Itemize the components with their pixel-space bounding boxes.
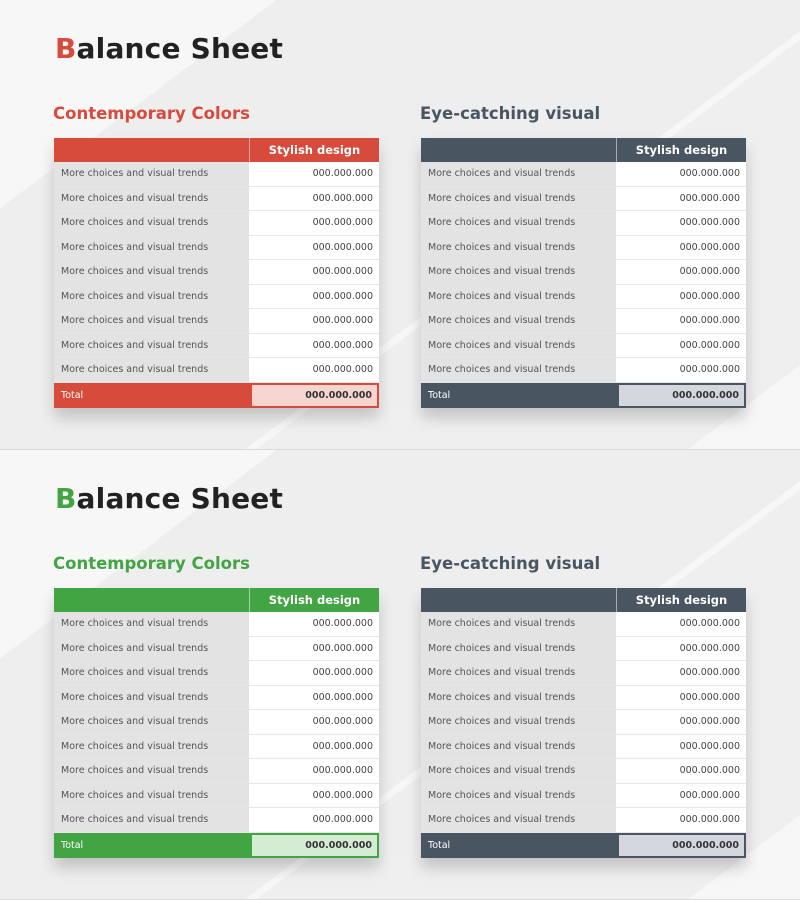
table-row	[421, 309, 746, 334]
table-row	[421, 358, 746, 383]
row-value: 000.000.000	[617, 309, 746, 333]
table-total-row	[421, 383, 746, 408]
table-header-row	[54, 138, 379, 162]
row-label: More choices and visual trends	[54, 187, 250, 211]
table-row	[421, 661, 746, 686]
right-balance-table	[421, 588, 746, 858]
row-value: 000.000.000	[250, 309, 379, 333]
row-value: 000.000.000	[617, 211, 746, 235]
table-header-value: Stylish design	[268, 143, 361, 157]
total-value: 000.000.000	[617, 383, 746, 408]
page-title	[55, 32, 283, 65]
row-label: More choices and visual trends	[54, 162, 250, 186]
table-row	[54, 686, 379, 711]
table-row	[421, 260, 746, 285]
row-value: 000.000.000	[617, 162, 746, 186]
table-row	[421, 187, 746, 212]
row-label: More choices and visual trends	[54, 686, 250, 710]
page-title	[55, 482, 283, 515]
row-label: More choices and visual trends	[54, 784, 250, 808]
table-row	[421, 735, 746, 760]
row-value: 000.000.000	[250, 334, 379, 358]
row-label: More choices and visual trends	[421, 710, 617, 734]
table-row	[421, 236, 746, 261]
row-value: 000.000.000	[250, 260, 379, 284]
table-row	[54, 358, 379, 383]
row-label: More choices and visual trends	[54, 710, 250, 734]
row-value: 000.000.000	[617, 187, 746, 211]
left-section-heading: Contemporary Colors	[53, 554, 250, 573]
table-row	[54, 334, 379, 359]
table-header-row	[421, 138, 746, 162]
total-value: 000.000.000	[250, 833, 379, 858]
row-label: More choices and visual trends	[54, 309, 250, 333]
row-value: 000.000.000	[250, 612, 379, 636]
row-value: 000.000.000	[617, 710, 746, 734]
table-header-label-cell	[421, 138, 617, 162]
row-label: More choices and visual trends	[421, 808, 617, 832]
table-row	[54, 260, 379, 285]
row-label: More choices and visual trends	[421, 612, 617, 636]
row-value: 000.000.000	[617, 637, 746, 661]
table-row	[421, 211, 746, 236]
title-text: alance Sheet	[76, 482, 284, 515]
total-label: Total	[61, 839, 84, 851]
row-label: More choices and visual trends	[54, 759, 250, 783]
left-section-heading: Contemporary Colors	[53, 104, 250, 123]
title-accent-letter: B	[55, 32, 77, 65]
row-value: 000.000.000	[250, 236, 379, 260]
table-row	[54, 637, 379, 662]
row-value: 000.000.000	[617, 735, 746, 759]
row-label: More choices and visual trends	[421, 358, 617, 382]
row-value: 000.000.000	[250, 784, 379, 808]
row-label: More choices and visual trends	[54, 808, 250, 832]
row-label: More choices and visual trends	[421, 735, 617, 759]
row-label: More choices and visual trends	[421, 686, 617, 710]
row-label: More choices and visual trends	[421, 285, 617, 309]
table-row	[54, 661, 379, 686]
table-row	[54, 784, 379, 809]
row-label: More choices and visual trends	[54, 236, 250, 260]
row-value: 000.000.000	[617, 808, 746, 832]
row-label: More choices and visual trends	[54, 661, 250, 685]
table-row	[54, 759, 379, 784]
table-row	[54, 187, 379, 212]
row-label: More choices and visual trends	[421, 334, 617, 358]
balance-sheet-slide	[0, 450, 800, 900]
table-row	[54, 309, 379, 334]
table-total-row	[54, 833, 379, 858]
row-value: 000.000.000	[617, 236, 746, 260]
row-value: 000.000.000	[617, 686, 746, 710]
row-label: More choices and visual trends	[421, 162, 617, 186]
row-label: More choices and visual trends	[54, 334, 250, 358]
row-value: 000.000.000	[250, 637, 379, 661]
row-label: More choices and visual trends	[54, 358, 250, 382]
total-label: Total	[428, 839, 451, 851]
right-section-heading: Eye-catching visual	[420, 104, 601, 123]
table-row	[421, 759, 746, 784]
table-header-row	[421, 588, 746, 612]
row-value: 000.000.000	[250, 358, 379, 382]
table-header-row	[54, 588, 379, 612]
left-balance-table	[54, 138, 379, 408]
row-value: 000.000.000	[250, 162, 379, 186]
left-balance-table	[54, 588, 379, 858]
table-row	[421, 334, 746, 359]
table-row	[421, 637, 746, 662]
row-value: 000.000.000	[617, 759, 746, 783]
total-label: Total	[428, 389, 451, 401]
row-value: 000.000.000	[617, 612, 746, 636]
row-value: 000.000.000	[250, 661, 379, 685]
table-header-label-cell	[421, 588, 617, 612]
table-row	[54, 236, 379, 261]
table-row	[54, 162, 379, 187]
table-header-label-cell	[54, 588, 250, 612]
table-total-row	[54, 383, 379, 408]
row-value: 000.000.000	[617, 260, 746, 284]
table-row	[421, 686, 746, 711]
row-label: More choices and visual trends	[421, 661, 617, 685]
row-label: More choices and visual trends	[421, 236, 617, 260]
row-label: More choices and visual trends	[421, 187, 617, 211]
row-label: More choices and visual trends	[421, 260, 617, 284]
table-total-row	[421, 833, 746, 858]
table-row	[421, 285, 746, 310]
row-value: 000.000.000	[617, 358, 746, 382]
table-row	[54, 211, 379, 236]
right-balance-table	[421, 138, 746, 408]
row-label: More choices and visual trends	[421, 759, 617, 783]
row-value: 000.000.000	[250, 285, 379, 309]
row-label: More choices and visual trends	[421, 309, 617, 333]
row-value: 000.000.000	[617, 285, 746, 309]
row-value: 000.000.000	[250, 759, 379, 783]
row-value: 000.000.000	[250, 735, 379, 759]
row-value: 000.000.000	[250, 211, 379, 235]
table-row	[54, 808, 379, 833]
right-section-heading: Eye-catching visual	[420, 554, 601, 573]
table-row	[54, 285, 379, 310]
table-row	[421, 612, 746, 637]
table-header-value: Stylish design	[268, 593, 361, 607]
row-value: 000.000.000	[250, 686, 379, 710]
table-row	[54, 612, 379, 637]
row-label: More choices and visual trends	[421, 784, 617, 808]
table-row	[54, 735, 379, 760]
row-value: 000.000.000	[250, 808, 379, 832]
row-label: More choices and visual trends	[421, 211, 617, 235]
row-label: More choices and visual trends	[54, 285, 250, 309]
row-value: 000.000.000	[617, 661, 746, 685]
row-label: More choices and visual trends	[54, 637, 250, 661]
table-header-value: Stylish design	[635, 593, 728, 607]
title-text: alance Sheet	[76, 32, 284, 65]
table-header-label-cell	[54, 138, 250, 162]
row-value: 000.000.000	[250, 187, 379, 211]
total-value: 000.000.000	[617, 833, 746, 858]
table-header-value: Stylish design	[635, 143, 728, 157]
title-accent-letter: B	[55, 482, 77, 515]
row-label: More choices and visual trends	[54, 735, 250, 759]
row-label: More choices and visual trends	[54, 211, 250, 235]
table-row	[421, 784, 746, 809]
row-value: 000.000.000	[617, 784, 746, 808]
table-row	[421, 162, 746, 187]
row-label: More choices and visual trends	[54, 612, 250, 636]
total-value: 000.000.000	[250, 383, 379, 408]
row-value: 000.000.000	[250, 710, 379, 734]
total-label: Total	[61, 389, 84, 401]
row-label: More choices and visual trends	[421, 637, 617, 661]
table-row	[54, 710, 379, 735]
row-label: More choices and visual trends	[54, 260, 250, 284]
table-row	[421, 808, 746, 833]
table-row	[421, 710, 746, 735]
row-value: 000.000.000	[617, 334, 746, 358]
